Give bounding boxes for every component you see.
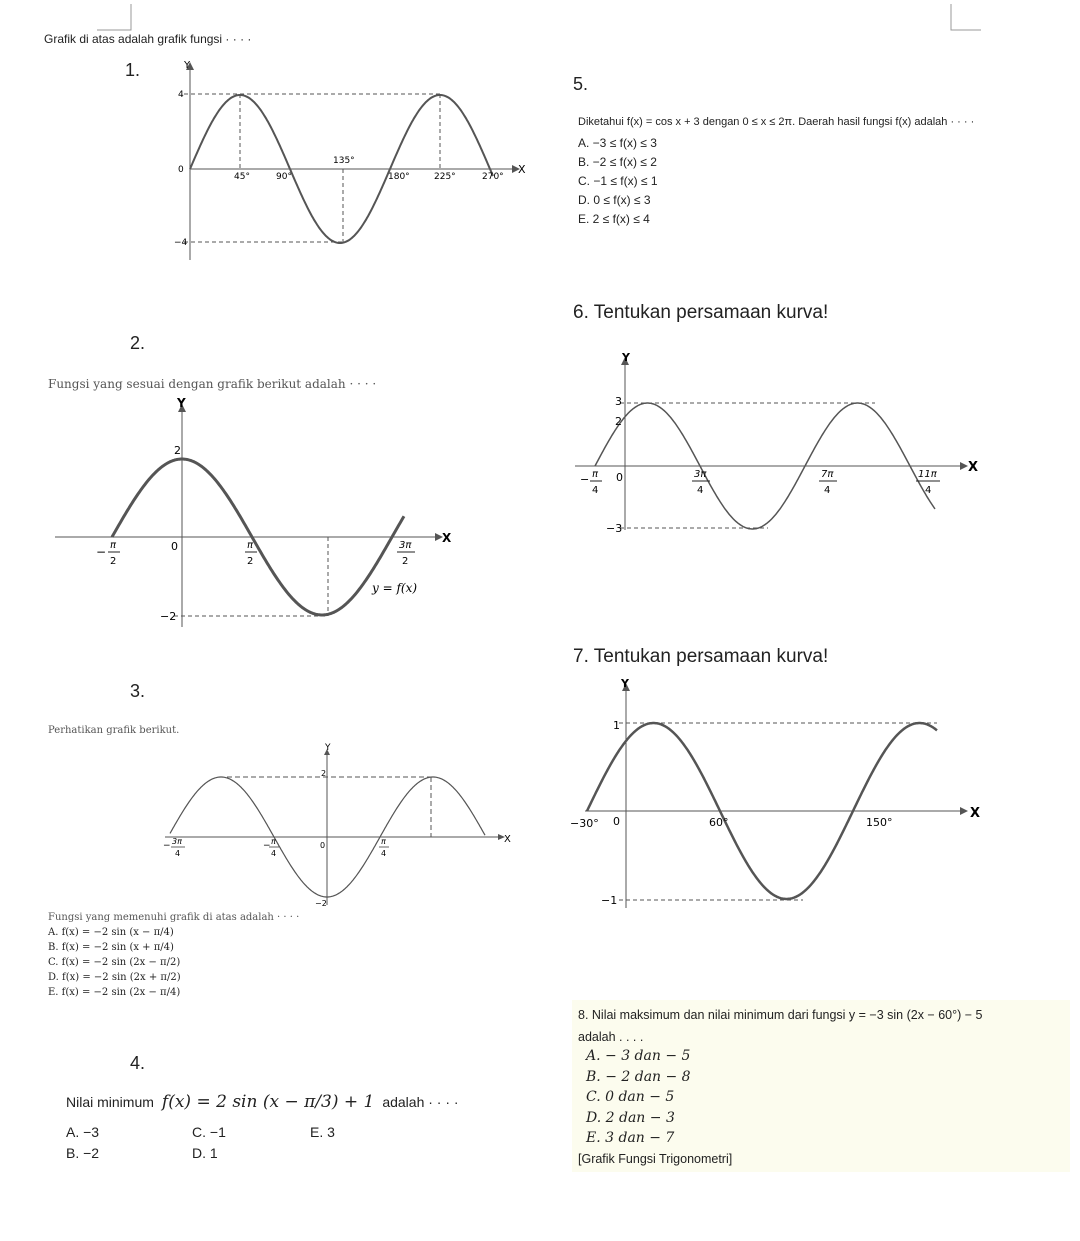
svg-text:2: 2 xyxy=(174,444,181,457)
svg-text:3π: 3π xyxy=(172,837,182,846)
svg-text:−: − xyxy=(96,545,107,559)
question-2-graph xyxy=(50,392,470,637)
question-3-text: Fungsi yang memenuhi grafik di atas adalah · · · · xyxy=(48,912,300,923)
svg-text:−2: −2 xyxy=(315,899,327,908)
option-c[interactable]: C. −1 xyxy=(192,1124,226,1140)
svg-text:3: 3 xyxy=(615,395,622,408)
option-e[interactable]: E. 2 ≤ f(x) ≤ 4 xyxy=(578,212,650,226)
option-a[interactable]: A. −3 ≤ f(x) ≤ 3 xyxy=(578,136,657,150)
option-b[interactable]: B. −2 ≤ f(x) ≤ 2 xyxy=(578,155,657,169)
svg-text:Y: Y xyxy=(177,396,186,410)
svg-text:X: X xyxy=(970,806,981,821)
svg-text:X: X xyxy=(442,531,452,545)
svg-text:2: 2 xyxy=(615,415,622,428)
option-b[interactable]: B. f(x) = −2 sin (x + π/4) xyxy=(48,942,174,953)
question-8-footer: [Grafik Fungsi Trigonometri] xyxy=(578,1152,733,1166)
tick-label: −4 xyxy=(174,238,188,248)
svg-text:Y: Y xyxy=(325,743,331,753)
svg-text:2: 2 xyxy=(402,556,409,567)
option-c[interactable]: C. 0 dan − 5 xyxy=(586,1089,675,1105)
question-4-post: adalah · · · · xyxy=(382,1094,459,1110)
option-c[interactable]: C. f(x) = −2 sin (2x − π/2) xyxy=(48,957,181,968)
question-7-title: 7. Tentukan persamaan kurva! xyxy=(573,646,829,667)
question-1-number: 1. xyxy=(125,60,141,80)
svg-text:4: 4 xyxy=(697,485,704,496)
svg-text:7π: 7π xyxy=(821,469,834,480)
svg-text:4: 4 xyxy=(381,849,387,858)
svg-text:60°: 60° xyxy=(709,816,729,829)
tick-label: 180° xyxy=(388,172,410,182)
option-e[interactable]: E. 3 xyxy=(310,1124,335,1140)
svg-text:−30°: −30° xyxy=(570,817,599,830)
svg-text:4: 4 xyxy=(824,485,831,496)
svg-text:−1: −1 xyxy=(601,894,618,907)
tick-label: 225° xyxy=(434,172,456,182)
question-5-options xyxy=(578,134,658,229)
question-2-text: Fungsi yang sesuai dengan grafik berikut adalah · · · · xyxy=(48,377,377,391)
question-4-formula: f(x) = 2 sin (x − π/3) + 1 xyxy=(161,1092,375,1112)
svg-text:Y: Y xyxy=(622,351,630,364)
option-c[interactable]: C. −1 ≤ f(x) ≤ 1 xyxy=(578,174,658,188)
question-5-number: 5. xyxy=(573,74,589,94)
tick-label: 135° xyxy=(333,156,355,166)
corner-mark-left xyxy=(95,0,135,32)
tick-label: 4 xyxy=(178,90,184,100)
question-6-graph xyxy=(570,345,990,535)
svg-text:2: 2 xyxy=(110,556,117,567)
corner-mark-right xyxy=(945,0,985,32)
question-6-title: 6. Tentukan persamaan kurva! xyxy=(573,302,829,323)
tick-label: 45° xyxy=(234,172,250,182)
svg-text:π: π xyxy=(247,540,254,551)
question-3-options xyxy=(48,925,181,1000)
option-a[interactable]: A. − 3 dan − 5 xyxy=(586,1048,691,1064)
question-2-number: 2. xyxy=(130,333,146,353)
svg-text:1: 1 xyxy=(613,719,620,732)
question-4-pre: Nilai minimum xyxy=(66,1094,154,1110)
option-b[interactable]: B. −2 xyxy=(66,1145,100,1161)
svg-text:π: π xyxy=(110,540,117,551)
option-b[interactable]: B. − 2 dan − 8 xyxy=(586,1068,691,1085)
svg-text:0: 0 xyxy=(320,841,326,850)
svg-text:−3: −3 xyxy=(606,522,623,535)
tick-label: 90° xyxy=(276,172,292,182)
svg-text:4: 4 xyxy=(592,485,599,496)
svg-text:π: π xyxy=(381,837,386,846)
svg-text:150°: 150° xyxy=(866,816,893,829)
svg-text:11π: 11π xyxy=(918,469,937,480)
question-4-number: 4. xyxy=(130,1053,146,1073)
option-d[interactable]: D. 1 xyxy=(192,1145,218,1161)
svg-text:0: 0 xyxy=(613,815,620,828)
header-text: Grafik di atas adalah grafik fungsi · · · · xyxy=(44,32,252,46)
svg-text:4: 4 xyxy=(175,849,181,858)
svg-text:−2: −2 xyxy=(160,610,177,623)
svg-text:X: X xyxy=(504,834,511,845)
option-d[interactable]: D. 0 ≤ f(x) ≤ 3 xyxy=(578,193,651,207)
tick-label: 270° xyxy=(482,172,504,182)
question-3-graph xyxy=(155,740,520,910)
option-d[interactable]: D. f(x) = −2 sin (2x + π/2) xyxy=(48,972,181,983)
svg-text:−: − xyxy=(263,841,271,851)
svg-text:X: X xyxy=(968,460,979,475)
svg-text:−: − xyxy=(163,841,171,851)
svg-text:0: 0 xyxy=(171,540,178,553)
option-a[interactable]: A. f(x) = −2 sin (x − π/4) xyxy=(48,927,174,938)
question-8-options xyxy=(586,1046,691,1149)
svg-text:4: 4 xyxy=(925,485,932,496)
svg-text:−: − xyxy=(580,473,590,486)
axis-label-y: Y xyxy=(184,60,191,71)
svg-text:Y: Y xyxy=(621,677,629,690)
question-8-panel xyxy=(572,1000,1070,1172)
question-8-text-cont: adalah . . . . xyxy=(578,1030,644,1044)
svg-text:3π: 3π xyxy=(694,469,707,480)
question-5-text: Diketahui f(x) = cos x + 3 dengan 0 ≤ x ≤ 2π. Daerah hasil fungsi f(x) adalah · · · · xyxy=(578,116,975,128)
svg-text:2: 2 xyxy=(321,769,327,778)
question-3-number: 3. xyxy=(130,681,146,701)
svg-text:4: 4 xyxy=(271,849,277,858)
option-a[interactable]: A. −3 xyxy=(66,1124,100,1140)
question-3-intro: Perhatikan grafik berikut. xyxy=(48,725,180,736)
axis-label-x: X xyxy=(518,163,526,176)
question-7-graph xyxy=(565,673,995,913)
svg-text:0: 0 xyxy=(616,471,623,484)
tick-label: 0 xyxy=(178,165,184,175)
svg-text:π: π xyxy=(592,469,599,480)
svg-text:2: 2 xyxy=(247,556,254,567)
curve-label: y = f(x) xyxy=(372,581,418,595)
option-e[interactable]: E. 3 dan − 7 xyxy=(586,1130,675,1146)
question-4-text xyxy=(66,1092,459,1112)
option-e[interactable]: E. f(x) = −2 sin (2x − π/4) xyxy=(48,987,181,998)
option-d[interactable]: D. 2 dan − 3 xyxy=(586,1109,675,1126)
question-8-text: 8. Nilai maksimum dan nilai minimum dari fungsi y = −3 sin (2x − 60°) − 5 xyxy=(578,1008,983,1022)
svg-text:π: π xyxy=(271,837,276,846)
svg-text:3π: 3π xyxy=(399,540,412,551)
question-1-graph xyxy=(160,55,540,265)
